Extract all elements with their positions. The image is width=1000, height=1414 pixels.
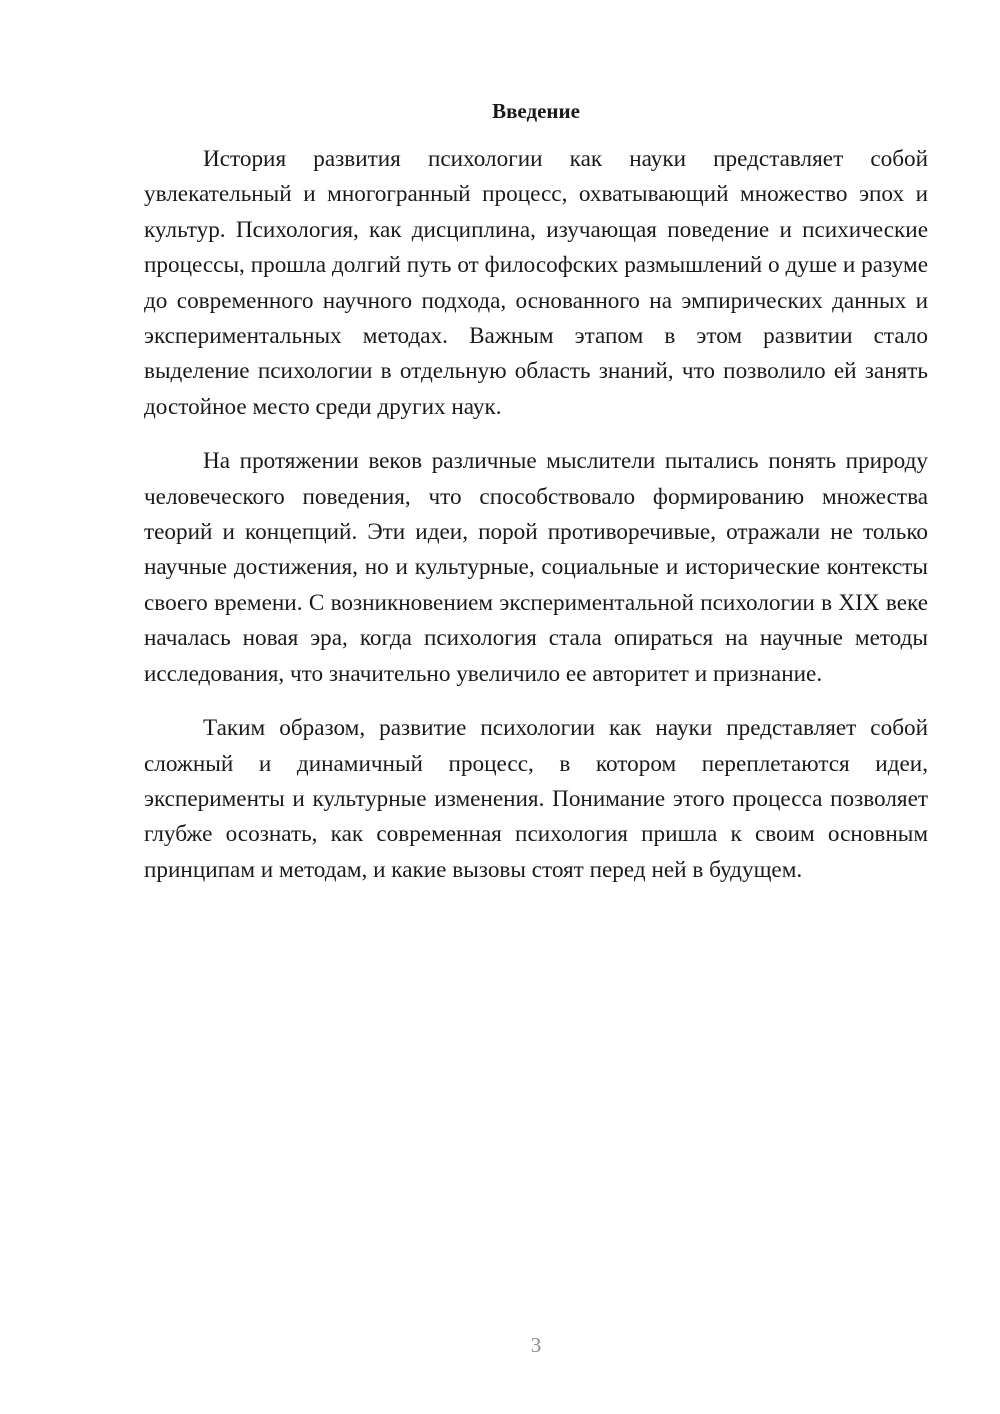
body-text bbox=[144, 142, 928, 907]
paragraph-2: На протяжении веков различные мыслители пытались понять природу человеческого поведения, что способствовало формированию множества теорий и концепций. Эти идеи, порой противоречивые, отражали не только научные достижения, но и культурные, социальные и исторические контексты своего времени. С возникновением экспериментальной психологии в XIX веке началась новая эра, когда психология стала опираться на научные методы исследования, что значительно увеличило ее авторитет и признание. bbox=[144, 448, 928, 687]
paragraph-1: История развития психологии как науки представляет собой увлекательный и многогранный процесс, охватывающий множество эпох и культур. Психология, как дисциплина, изучающая поведение и психические процессы, прошла долгий путь от философских размышлений о душе и разуме до современного научного подхода, основанного на эмпирических данных и экспериментальных методах. Важным этапом в этом развитии стало выделение психологии в отдельную область знаний, что позволило ей занять достойное место среди других наук. bbox=[144, 146, 928, 420]
page-number: 3 bbox=[530, 1333, 542, 1357]
section-heading: Введение bbox=[492, 99, 580, 123]
paragraph-3: Таким образом, развитие психологии как науки представляет собой сложный и динамичный процесс, в котором переплетаются идеи, эксперименты и культурные изменения. Понимание этого процесса позволяет глубже осознать, как современная психология пришла к своим основным принципам и методам, и какие вызовы стоят перед ней в будущем. bbox=[144, 715, 928, 883]
